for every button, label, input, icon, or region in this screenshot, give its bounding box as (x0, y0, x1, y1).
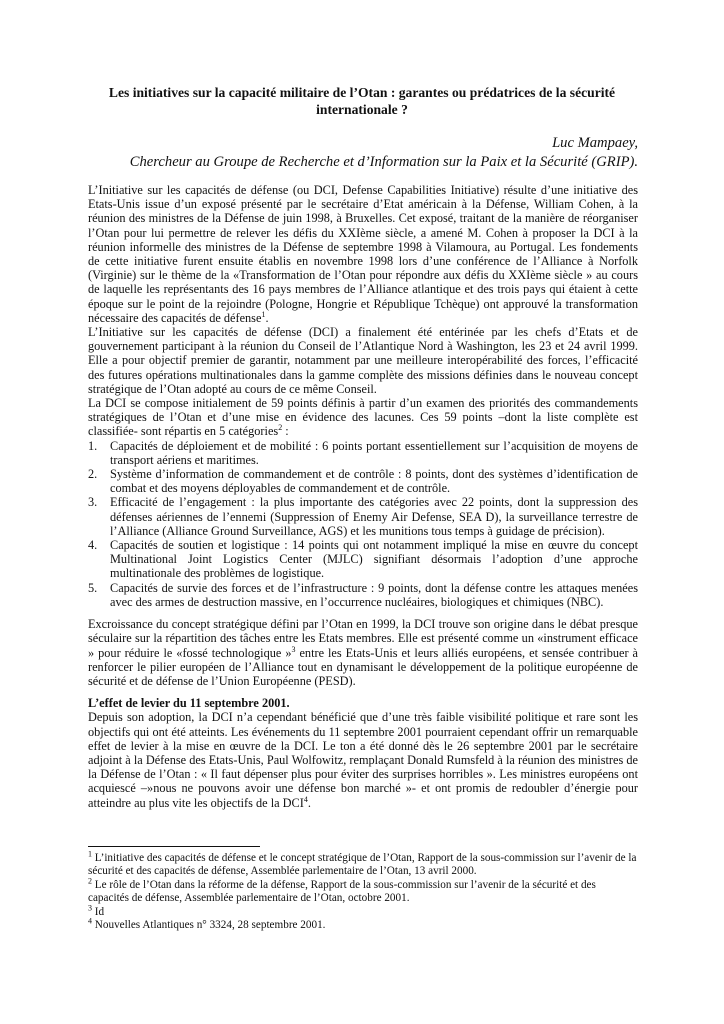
paragraph (88, 396, 638, 439)
footnote-text: Le rôle de l’Otan dans la réforme de la défense, Rapport de la sous-commission sur l’avenir de la sécurité et des capacités de défense, Assemblée parlementaire de l’Otan, octobre 2001. (88, 878, 596, 905)
list-number: 5. (88, 580, 98, 595)
list-number: 1. (88, 438, 98, 453)
paragraph-text: Depuis son adoption, la DCI n’a cependant bénéficié que d’une très faible visibilité politique et rare sont les objectifs qui ont été atteints. Les événements du 11 septembre 2001 pourraient cependant offrir un remarquable effet de levier à la mise en œuvre de la DCI. Le ton a été donné dès le 26 septembre 2001 par le secrétaire adjoint à la Défense des Etats-Unis, Paul Wolfowitz, remplaçant Donald Rumsfeld à la réunion des ministres de la Défense de l’Otan : « Il faut dépenser plus pour éviter des surprises horribles ». Les ministres européens ont acquiescé –»nous ne pouvons avoir une défense bon marché »- et ont promis de redoubler d’énergie pour atteindre au plus vite les objectifs de la DCI (88, 710, 638, 810)
list-item (88, 495, 638, 538)
paragraph-text: . (307, 795, 311, 810)
footnotes (88, 849, 638, 932)
footnote-number: 1 (88, 849, 92, 859)
list-item-text: Capacités de soutien et logistique : 14 points qui ont notamment impliqué la mise en œuvre du concept Multinational Joint Logistics Center (MJLC) signifiant désormais l’adoption d’une approche multinationale des problèmes de logistique. (110, 538, 638, 581)
footnote (88, 902, 638, 919)
footnote-text: Nouvelles Atlantiques n° 3324, 28 septembre 2001. (92, 919, 326, 932)
footnote-number: 4 (88, 916, 92, 926)
list-item-text: Capacités de déploiement et de mobilité : 6 points portant essentiellement sur l’acquisition de moyens de transport aériens et maritimes. (110, 438, 638, 467)
footnote-ref: 2 (278, 423, 283, 433)
paragraph-text: entre les Etats-Unis et leurs alliés européens, et sensée contribuer à renforcer le pilier européen de l’Alliance tout en dynamisant le développement de la politique européenne de sécurité et de défense de l’Union Européenne (PESD). (88, 645, 638, 688)
list-number: 2. (88, 467, 98, 482)
author-name: Luc Mampaey, (552, 135, 638, 151)
footnote (88, 876, 638, 906)
categories-list (88, 439, 638, 609)
list-number: 4. (88, 538, 98, 553)
footnote-ref: 4 (303, 794, 308, 804)
footnote-number: 2 (88, 876, 92, 886)
paragraph-text: . (265, 310, 269, 325)
paragraph (88, 617, 638, 688)
list-item-text: Capacités de survie des forces et de l’infrastructure : 9 points, dont la défense contre les attaques menées avec des armes de destruction massive, en l’occurrence nucléaires, biologiques et chimiques (NBC). (110, 580, 638, 609)
author-block (130, 134, 638, 172)
paragraph-text: : (282, 424, 289, 439)
footnote-text: L’initiative des capacités de défense et le concept stratégique de l’Otan, Rapport de la sous-commission sur l’avenir de la sécurité et des capacités de défense, Assemblée parlementaire de l’Otan, 13 avril 2000. (88, 852, 637, 878)
footnote-number: 3 (88, 902, 92, 912)
paragraph-text: La DCI se compose initialement de 59 points définis à partir d’un examen des priorités des commandements stratégiques de l’Otan et d’une mise en évidence des lacunes. Ces 59 points –dont la liste complète est classifiée- sont répartis en 5 catégories (88, 396, 638, 439)
list-item (88, 581, 638, 609)
footnote-ref: 3 (291, 644, 296, 654)
author-affiliation: Chercheur au Groupe de Recherche et d’Information sur la Paix et la Sécurité (GRIP). (129, 154, 638, 170)
document-title: Les initiatives sur la capacité militaire de l’Otan : garantes ou prédatrices de la sécurité internationale ? (108, 85, 616, 117)
list-item (88, 538, 638, 581)
footnote (88, 849, 638, 879)
paragraph-text: L’Initiative sur les capacités de défense (ou DCI, Defense Capabilities Initiative) résulte d’une initiative des Etats-Unis issue d’un exposé présenté par le secrétaire d’Etat américain à la Défense, William Cohen, à la réunion des ministres de la Défense de juin 1998, à Bruxelles. Cet exposé, traitant de la manière de réorganiser l’Otan pour lui permettre de relever les défis du XXIème siècle, a amené M. Cohen à proposer la DCI à la réunion informelle des ministres de la Défense de septembre 1998 à Vilamoura, au Portugal. Les fondements de cette initiative furent ensuite établis en novembre 1998 lors d’une conférence de l’Alliance à Norfolk (Virginie) sur le thème de la «Transformation de l’Otan pour répondre aux défis du XXIème siècle » au cours de laquelle les représentants des 16 pays membres de l’Alliance atlantique et des trois pays qui étaient à cette époque sur le point de la rejoindre (Pologne, Hongrie et République Tchèque) ont approuvé la transformation nécessaire des capacités de défense (88, 183, 638, 325)
document-body (88, 183, 638, 810)
section-heading: L’effet de levier du 11 septembre 2001. (88, 696, 290, 711)
paragraph (88, 183, 638, 325)
footnote-separator (88, 846, 260, 847)
paragraph (88, 710, 638, 809)
list-number: 3. (88, 495, 98, 510)
list-item (88, 439, 638, 467)
footnote-ref: 1 (261, 309, 266, 319)
list-item-text: Efficacité de l’engagement : la plus importante des catégories avec 22 points, dont la suppression des défenses aériennes de l’ennemi (Suppression of Enemy Air Defense, SEA D), la surveillance terrestre de l’Alliance (Alliance Ground Surveillance, AGS) et les munitions tous temps à guidage de précision). (110, 495, 638, 538)
footnote-text: Id (92, 905, 105, 918)
paragraph-text: Excroissance du concept stratégique défini par l’Otan en 1999, la DCI trouve son origine dans le débat presque séculaire sur la répartition des tâches entre les Etats membres. Elle est présenté comme un «instrument efficace » pour réduire le «fossé technologique » (88, 617, 638, 660)
paragraph: L’Initiative sur les capacités de défense (DCI) a finalement été entérinée par les chefs d’Etats et de gouvernement participant à la réunion du Conseil de l’Atlantique Nord à Washington, les 23 et 24 avril 1999. Elle a pour objectif premier de garantir, notamment par une meilleure interopérabilité des forces, l’efficacité des futures opérations multinationales dans la gamme complète des missions définies dans le nouveau concept stratégique de l’Otan adopté au cours de ce même Conseil. (88, 325, 638, 396)
list-item (88, 467, 638, 495)
footnote (88, 916, 638, 932)
list-item-text: Système d’information de commandement et de contrôle : 8 points, dont des systèmes d’identification de combat et des moyens déployables de commandement et de contrôle. (110, 467, 638, 496)
